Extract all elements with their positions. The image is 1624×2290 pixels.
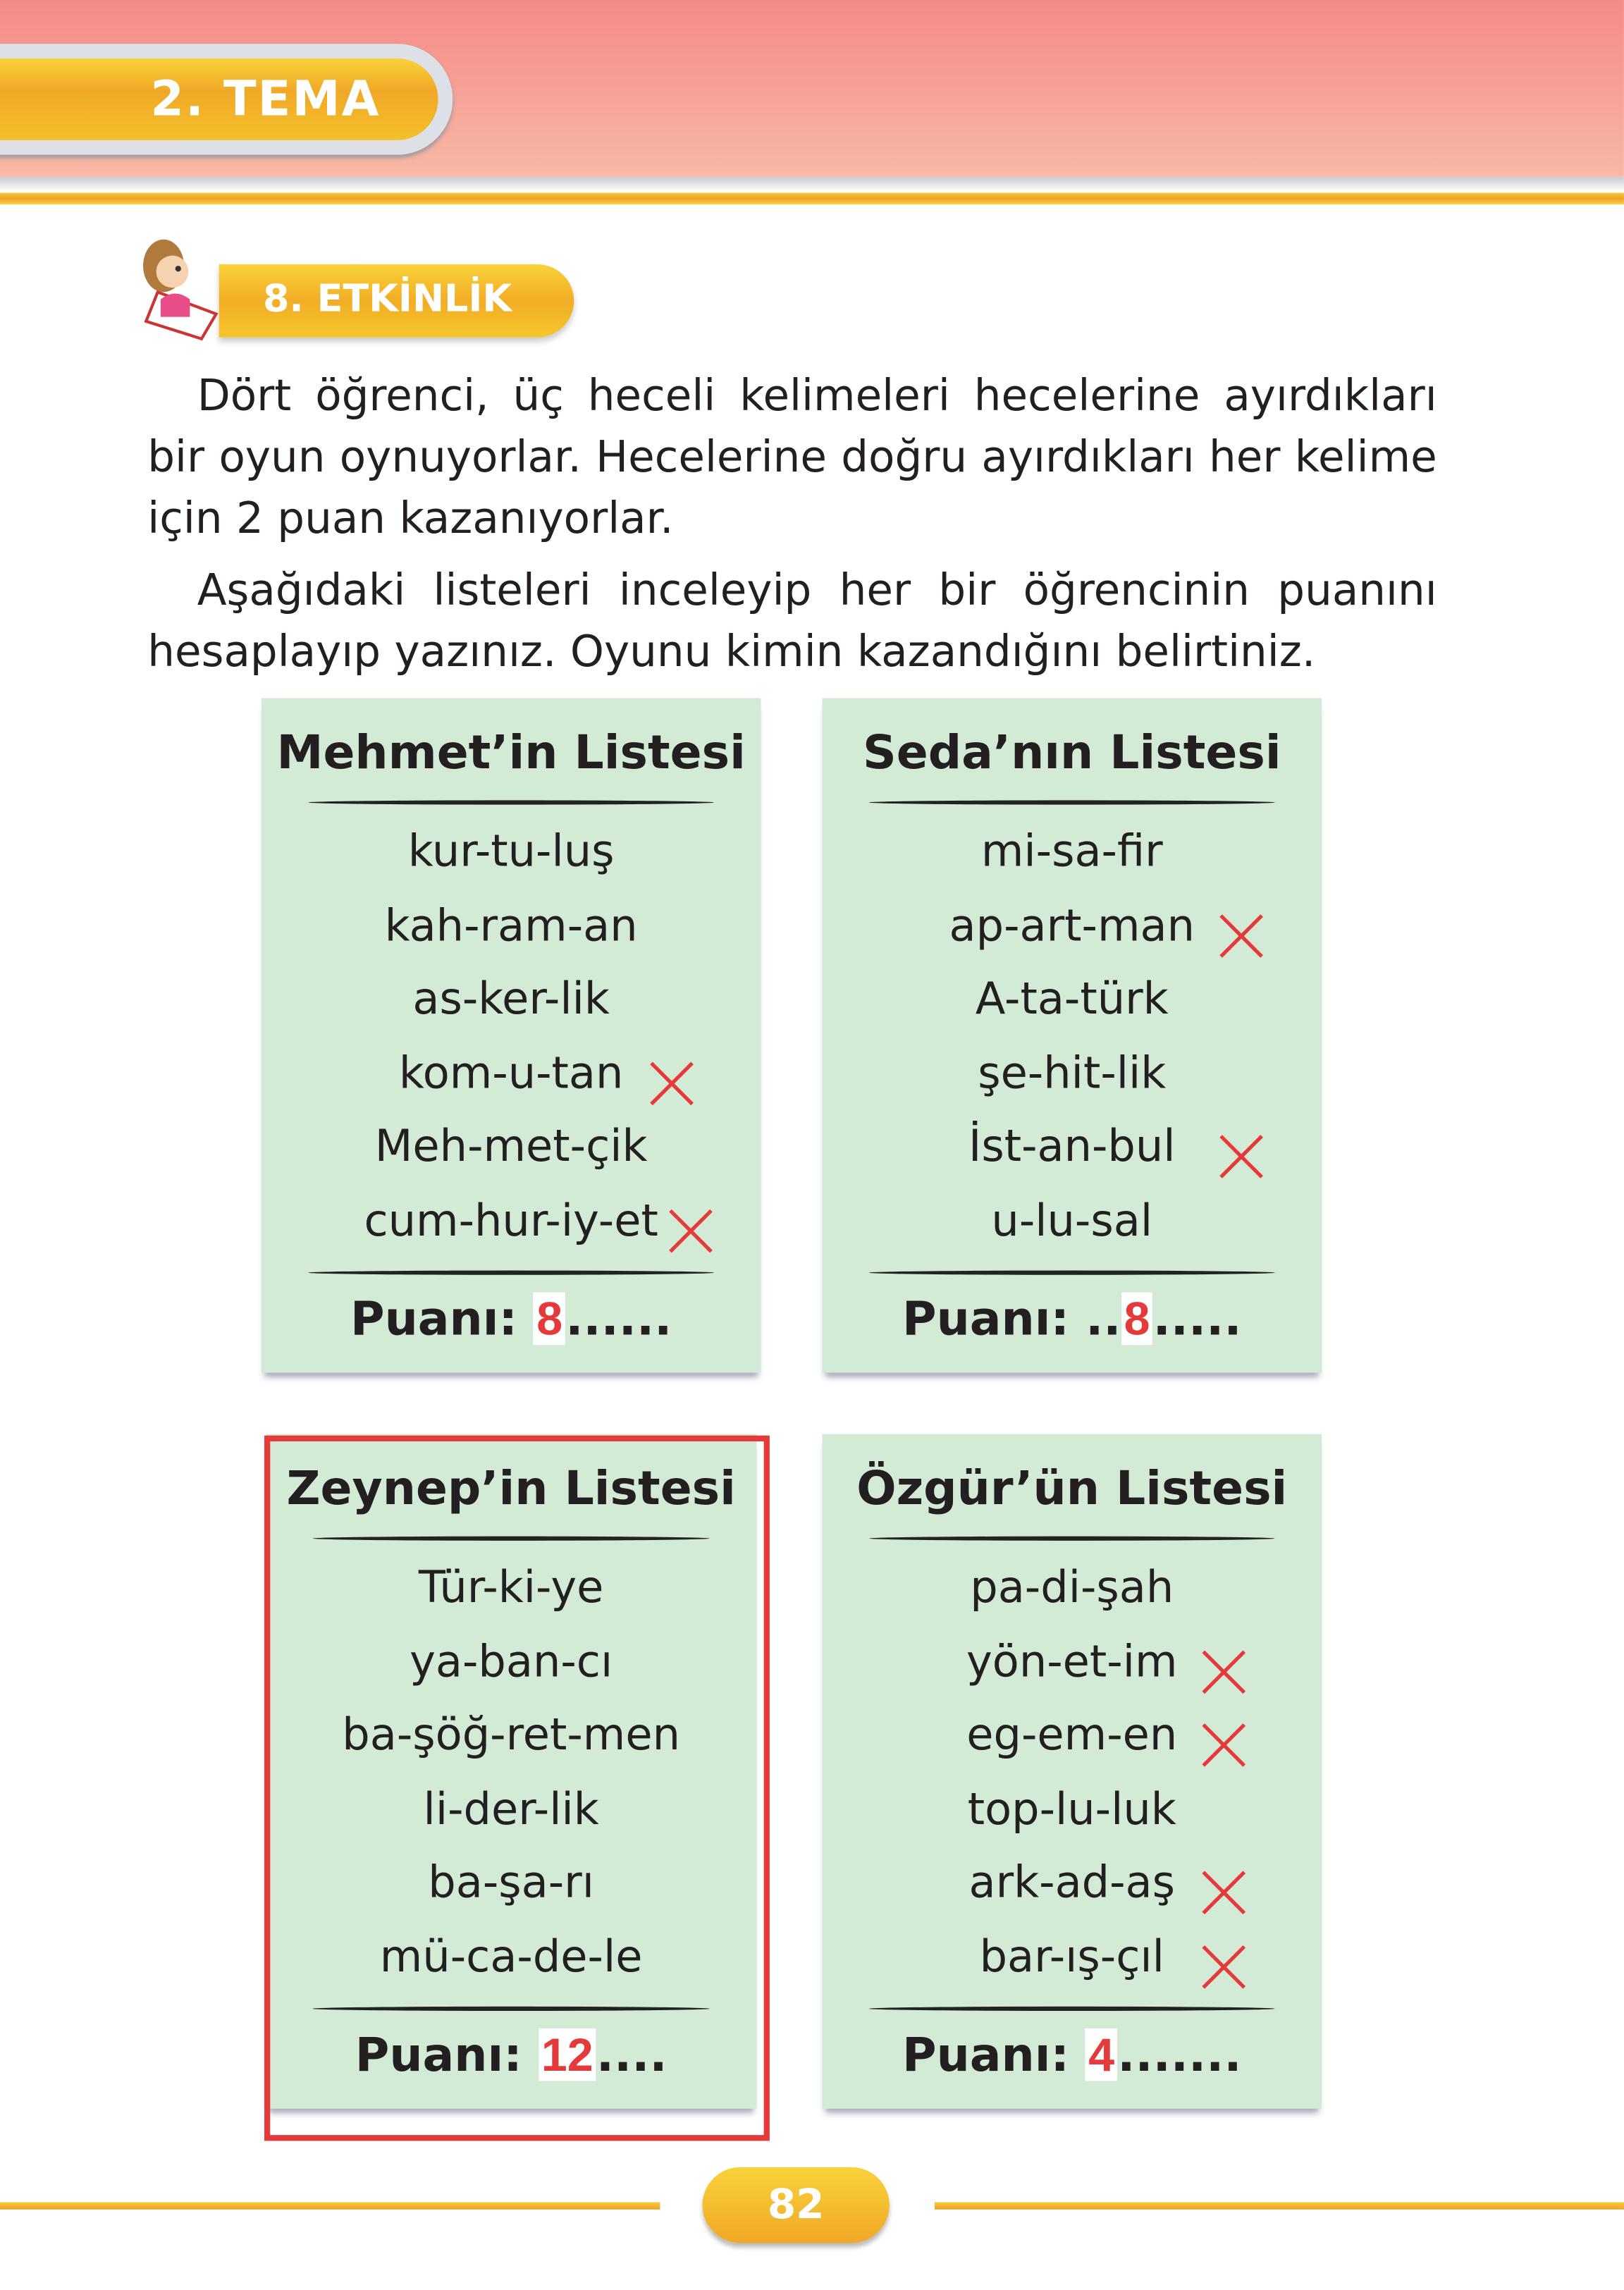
activity-badge	[219, 264, 574, 338]
wrong-mark-icon	[1199, 1720, 1248, 1770]
score-dots: .....	[1152, 1291, 1242, 1347]
score-dots: ....	[596, 2026, 668, 2083]
header-shadow	[0, 177, 1624, 192]
list-word: kur-tu-luş	[407, 826, 615, 878]
list-card-zeynep	[266, 1434, 756, 2109]
wrong-mark-icon	[1217, 911, 1266, 960]
list-word: eg-em-en	[966, 1710, 1178, 1761]
footer-line-left	[0, 2202, 660, 2209]
score-dots: ..	[1085, 1291, 1121, 1347]
wrong-mark-icon	[1217, 1132, 1266, 1181]
list-card-mehmet	[262, 698, 761, 1372]
list-word: İst-an-bul	[968, 1121, 1176, 1173]
girl-mascot-icon	[128, 234, 233, 343]
title-rule	[312, 1537, 710, 1541]
score-dots: .......	[1117, 2026, 1242, 2083]
wrong-mark-icon	[666, 1205, 715, 1255]
score-value: 8	[534, 1293, 565, 1346]
list-word: ba-şa-rı	[428, 1857, 595, 1909]
footer-line-right	[935, 2202, 1624, 2209]
list-word: cum-hur-iy-et	[364, 1195, 658, 1247]
list-word: li-der-lik	[423, 1783, 599, 1835]
list-title: Mehmet’in Listesi	[276, 724, 746, 780]
score-line	[266, 2027, 756, 2083]
list-card-ozgur	[822, 1434, 1322, 2109]
list-card-seda	[822, 698, 1322, 1372]
list-word: Tür-ki-ye	[418, 1562, 604, 1614]
wrong-mark-icon	[1199, 1646, 1248, 1696]
list-word: as-ker-lik	[412, 973, 610, 1026]
score-rule	[869, 1271, 1275, 1275]
score-label: Puanı:	[350, 1291, 517, 1347]
list-word: Meh-met-çik	[374, 1121, 648, 1173]
theme-badge-fill	[0, 59, 438, 140]
list-word: top-lu-luk	[967, 1783, 1176, 1835]
score-value: 12	[539, 2029, 596, 2081]
activity-title: 8. ETKİNLİK	[262, 277, 512, 321]
title-rule	[869, 1537, 1275, 1541]
wrong-mark-icon	[1199, 1868, 1248, 1917]
list-title: Özgür’ün Listesi	[856, 1460, 1288, 1516]
score-dots: ......	[565, 1291, 672, 1347]
theme-badge	[0, 44, 453, 154]
list-title: Zeynep’in Listesi	[286, 1460, 736, 1516]
score-line	[822, 1291, 1322, 1347]
list-word: pa-di-şah	[970, 1562, 1174, 1614]
score-value: 8	[1121, 1293, 1152, 1346]
list-word: mi-sa-fir	[980, 826, 1163, 878]
score-label: Puanı:	[355, 2026, 522, 2083]
list-word: ba-şöğ-ret-men	[342, 1710, 681, 1761]
score-label: Puanı:	[902, 2026, 1069, 2083]
list-word: u-lu-sal	[991, 1195, 1153, 1247]
title-rule	[308, 800, 714, 804]
instruction-paragraph-1: Dört öğrenci, üç heceli kelimeleri hecelerine ayırdıkları bir oyun oynuyorlar. Hecelerine doğru ayırdıkları her kelime için 2 puan kazanıyorlar.	[147, 371, 1437, 543]
list-word: A-ta-türk	[975, 973, 1169, 1026]
list-word: kah-ram-an	[384, 900, 638, 952]
list-word: şe-hit-lik	[978, 1047, 1167, 1100]
score-label: Puanı:	[902, 1291, 1069, 1347]
score-rule	[312, 2007, 710, 2011]
instruction-paragraph-2: Aşağıdaki listeleri inceleyip her bir öğrencinin puanını hesaplayıp yazınız. Oyunu kimin kazandığını belirtiniz.	[147, 565, 1437, 677]
list-word: kom-u-tan	[398, 1047, 624, 1100]
theme-title: 2. TEMA	[150, 70, 381, 128]
score-value: 4	[1085, 2029, 1117, 2081]
title-rule	[869, 800, 1275, 804]
score-rule	[308, 1271, 714, 1275]
list-word: bar-ış-çıl	[979, 1931, 1164, 1983]
list-title: Seda’nın Listesi	[862, 724, 1281, 780]
list-word: yön-et-im	[966, 1636, 1178, 1688]
page-number: 82	[703, 2167, 890, 2243]
wrong-mark-icon	[1199, 1942, 1248, 1991]
list-word: ark-ad-aş	[968, 1857, 1176, 1909]
list-word: ap-art-man	[949, 900, 1195, 952]
score-rule	[869, 2007, 1275, 2011]
score-line	[822, 2027, 1322, 2083]
list-word: ya-ban-cı	[410, 1636, 613, 1688]
list-word: mü-ca-de-le	[379, 1931, 643, 1983]
header-divider	[0, 192, 1624, 204]
wrong-mark-icon	[647, 1058, 696, 1107]
score-line	[262, 1291, 761, 1347]
